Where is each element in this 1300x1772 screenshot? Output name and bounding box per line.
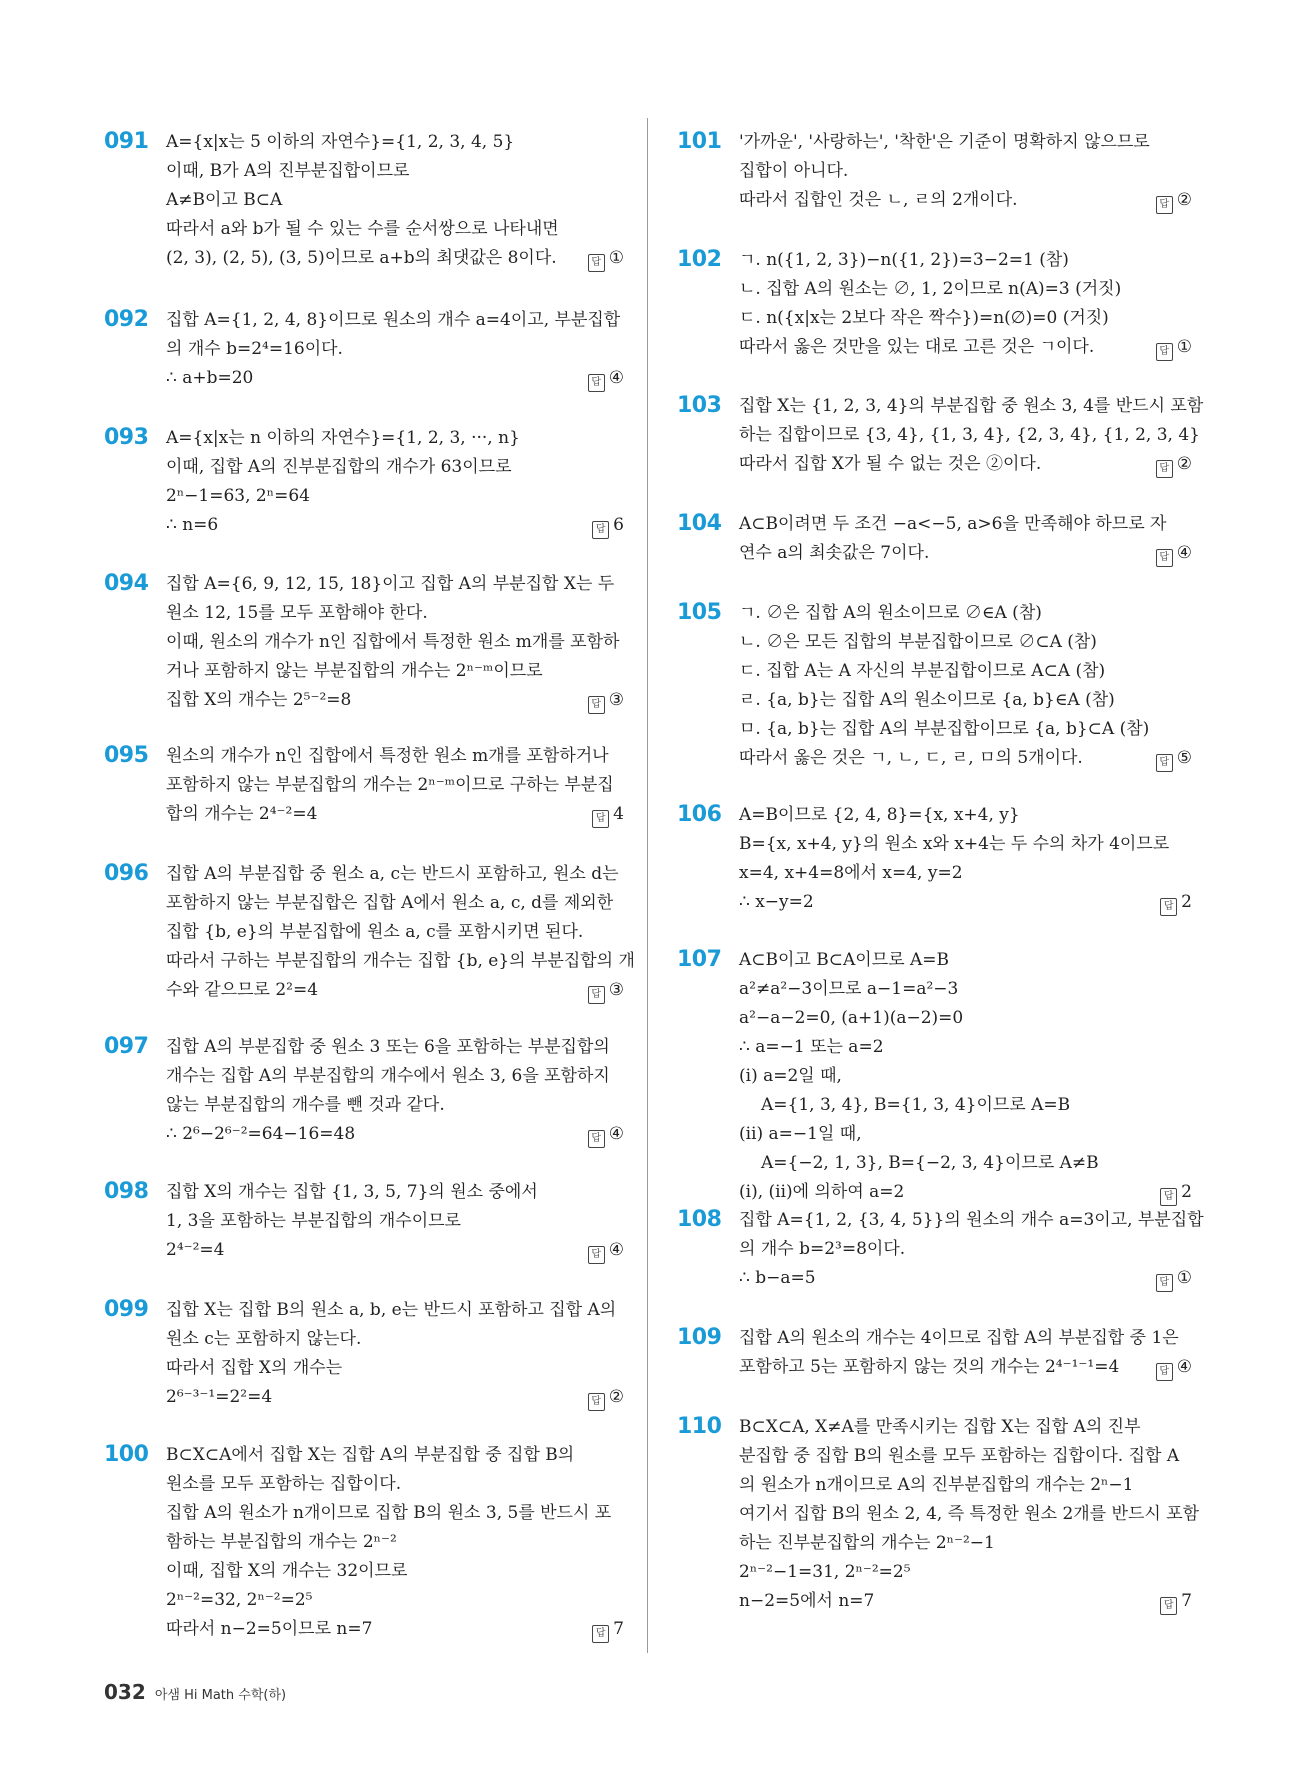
solution-line xyxy=(166,628,624,657)
solution-line xyxy=(739,1264,1192,1293)
line-text: 하는 진부분집합의 개수는 2ⁿ⁻²−1 xyxy=(739,1533,995,1553)
solution-line xyxy=(166,1354,624,1383)
answer xyxy=(1156,333,1192,362)
answer xyxy=(1156,450,1192,479)
page-footer xyxy=(104,1680,286,1704)
answer-mark-icon: 답 xyxy=(1156,1274,1173,1292)
line-text: ∴ b−a=5 xyxy=(739,1268,816,1288)
solution-line xyxy=(166,186,624,215)
solution-body xyxy=(166,128,624,273)
answer xyxy=(588,244,624,273)
solution-line xyxy=(166,570,624,599)
answer-value: ④ xyxy=(608,1240,624,1260)
answer-mark-icon: 답 xyxy=(1156,1363,1173,1381)
solution-line xyxy=(739,392,1204,421)
line-text: 따라서 옳은 것만을 있는 대로 고른 것은 ㄱ이다. xyxy=(739,337,1095,357)
line-text: A≠B이고 B⊂A xyxy=(166,190,283,210)
answer-mark-icon: 답 xyxy=(1160,1188,1177,1206)
answer xyxy=(1156,744,1192,773)
line-text: 원소 c는 포함하지 않는다. xyxy=(166,1329,362,1349)
line-text: ㄴ. 집합 A의 원소는 ∅, 1, 2이므로 n(A)=3 (거짓) xyxy=(739,279,1122,299)
answer xyxy=(588,686,624,715)
solution-line xyxy=(166,335,624,364)
answer-value: 2 xyxy=(1181,892,1192,912)
problem-number: 106 xyxy=(677,802,722,827)
solution-line xyxy=(166,128,624,157)
solution-line xyxy=(739,859,1192,888)
solution-line xyxy=(739,304,1192,333)
solution-line xyxy=(739,628,1192,657)
solution-line xyxy=(739,1413,1192,1442)
line-text: 의 원소가 n개이므로 A의 진부분집합의 개수는 2ⁿ−1 xyxy=(739,1475,1134,1495)
solution-line xyxy=(166,511,624,540)
line-text: 이때, 집합 A의 진부분집합의 개수가 63이므로 xyxy=(166,457,512,477)
problem-number: 105 xyxy=(677,600,722,625)
solution-line xyxy=(166,424,624,453)
solution-line xyxy=(166,1091,624,1120)
solution-line xyxy=(739,657,1192,686)
solution-line xyxy=(166,599,624,628)
answer-mark-icon: 답 xyxy=(588,254,605,272)
solution-line xyxy=(739,599,1192,628)
answer xyxy=(1156,1353,1192,1382)
line-text: 여기서 집합 B의 원소 2, 4, 즉 특정한 원소 2개를 반드시 포함 xyxy=(739,1504,1200,1524)
line-text: ㄷ. n({x|x는 2보다 작은 짝수})=n(∅)=0 (거짓) xyxy=(739,308,1109,328)
answer-mark-icon: 답 xyxy=(1156,460,1173,478)
line-text: 집합 X는 집합 B의 원소 a, b, e는 반드시 포함하고 집합 A의 xyxy=(166,1300,617,1320)
answer-mark-icon: 답 xyxy=(588,1393,605,1411)
line-text: 집합 X의 개수는 집합 {1, 3, 5, 7}의 원소 중에서 xyxy=(166,1182,538,1202)
solution-line xyxy=(739,1353,1192,1382)
solution-line xyxy=(739,157,1192,186)
solution-line xyxy=(166,947,635,976)
line-text: 집합 X의 개수는 2⁵⁻²=8 xyxy=(166,690,352,710)
line-text: 2⁶⁻³⁻¹=2²=4 xyxy=(166,1387,273,1407)
solution-line xyxy=(166,1470,624,1499)
solution-body xyxy=(739,946,1192,1207)
solution-line xyxy=(166,771,624,800)
line-text: 의 개수 b=2⁴=16이다. xyxy=(166,339,343,359)
solution-line xyxy=(739,888,1192,917)
solution-line xyxy=(739,1033,1192,1062)
answer-value: ④ xyxy=(1176,543,1192,563)
solution-line xyxy=(166,1207,624,1236)
solution-line xyxy=(166,157,624,186)
answer-mark-icon: 답 xyxy=(592,810,609,828)
solution-line xyxy=(166,1325,624,1354)
solution-line xyxy=(166,657,624,686)
answer xyxy=(1156,1264,1192,1293)
line-text: (ⅰ), (ⅱ)에 의하여 a=2 xyxy=(739,1182,905,1202)
solution-line xyxy=(166,1062,624,1091)
line-text: 따라서 집합 X의 개수는 xyxy=(166,1358,343,1378)
problem-number: 101 xyxy=(677,129,722,154)
line-text: A={x|x는 5 이하의 자연수}={1, 2, 3, 4, 5} xyxy=(166,132,515,152)
answer-value: ④ xyxy=(1176,1357,1192,1377)
solution-line xyxy=(166,1586,624,1615)
answer-value: ④ xyxy=(608,368,624,388)
answer-mark-icon: 답 xyxy=(1160,898,1177,916)
solution-line xyxy=(739,1235,1192,1264)
line-text: 이때, 원소의 개수가 n인 집합에서 특정한 원소 m개를 포함하 xyxy=(166,632,620,652)
line-text: 따라서 a와 b가 될 수 있는 수를 순서쌍으로 나타내면 xyxy=(166,219,559,239)
line-text: ∴ a+b=20 xyxy=(166,368,254,388)
solution-line xyxy=(739,1149,1192,1178)
solution-line xyxy=(166,244,624,273)
answer-value: ③ xyxy=(608,690,624,710)
answer-value: ② xyxy=(608,1387,624,1407)
solution-line xyxy=(739,686,1192,715)
solution-line xyxy=(739,1529,1192,1558)
line-text: A={1, 3, 4}, B={1, 3, 4}이므로 A=B xyxy=(761,1095,1071,1115)
problem-number: 097 xyxy=(104,1034,149,1059)
line-text: 집합 A의 부분집합 중 원소 3 또는 6을 포함하는 부분집합의 xyxy=(166,1037,610,1057)
solution-line xyxy=(166,918,624,947)
answer-value: ③ xyxy=(608,980,624,1000)
solution-line xyxy=(739,186,1192,215)
line-text: ∴ n=6 xyxy=(166,515,219,535)
line-text: A={x|x는 n 이하의 자연수}={1, 2, 3, ···, n} xyxy=(166,428,520,448)
solution-line xyxy=(739,1004,1192,1033)
problem-number: 107 xyxy=(677,947,722,972)
solution-body xyxy=(739,599,1192,773)
answer-value: 7 xyxy=(1181,1591,1192,1611)
line-text: 이때, B가 A의 진부분집합이므로 xyxy=(166,161,410,181)
answer-value: ① xyxy=(1176,1268,1192,1288)
answer xyxy=(588,1120,624,1149)
answer-value: 7 xyxy=(613,1619,624,1639)
problem-number: 103 xyxy=(677,393,722,418)
solution-body xyxy=(739,1206,1204,1293)
solution-line xyxy=(166,1528,624,1557)
solution-line xyxy=(739,1558,1192,1587)
answer-mark-icon: 답 xyxy=(588,1130,605,1148)
answer-mark-icon: 답 xyxy=(588,374,605,392)
line-text: a²−a−2=0, (a+1)(a−2)=0 xyxy=(739,1008,964,1028)
answer-value: ② xyxy=(1176,454,1192,474)
answer-mark-icon: 답 xyxy=(1160,1597,1177,1615)
line-text: A⊂B이려면 두 조건 −a<−5, a>6을 만족해야 하므로 자 xyxy=(739,514,1167,534)
answer-value: ④ xyxy=(608,1124,624,1144)
solution-body xyxy=(166,1296,624,1412)
line-text: ㄱ. n({1, 2, 3})−n({1, 2})=3−2=1 (참) xyxy=(739,250,1069,270)
solution-body xyxy=(166,1441,624,1644)
line-text: ㄱ. ∅은 집합 A의 원소이므로 ∅∈A (참) xyxy=(739,603,1042,623)
book-title: 아샘 Hi Math 수학(하) xyxy=(154,1688,287,1703)
solution-body xyxy=(166,1033,624,1149)
line-text: 집합 A의 원소가 n개이므로 집합 B의 원소 3, 5를 반드시 포 xyxy=(166,1503,612,1523)
solution-line xyxy=(739,421,1200,450)
answer-mark-icon: 답 xyxy=(588,1246,605,1264)
answer xyxy=(592,1615,624,1644)
answer-mark-icon: 답 xyxy=(1156,343,1173,361)
line-text: '가까운', '사랑하는', '착한'은 기준이 명확하지 않으므로 xyxy=(739,132,1150,152)
line-text: ∴ a=−1 또는 a=2 xyxy=(739,1037,884,1057)
solution-line xyxy=(739,1091,1192,1120)
solution-line xyxy=(739,450,1192,479)
problem-number: 099 xyxy=(104,1297,149,1322)
solution-body xyxy=(166,742,624,829)
line-text: 함하는 부분집합의 개수는 2ⁿ⁻² xyxy=(166,1532,397,1552)
solution-line xyxy=(166,1557,624,1586)
page-number: 032 xyxy=(104,1680,146,1704)
solution-line xyxy=(166,742,624,771)
line-text: 따라서 구하는 부분집합의 개수는 집합 {b, e}의 부분집합의 개 xyxy=(166,951,635,971)
solution-line xyxy=(166,1383,624,1412)
line-text: ㄴ. ∅은 모든 집합의 부분집합이므로 ∅⊂A (참) xyxy=(739,632,1097,652)
line-text: 포함하고 5는 포함하지 않는 것의 개수는 2⁴⁻¹⁻¹=4 xyxy=(739,1357,1120,1377)
solution-line xyxy=(739,1206,1204,1235)
solution-line xyxy=(739,1587,1192,1616)
line-text: 포함하지 않는 부분집합은 집합 A에서 원소 a, c, d를 제외한 xyxy=(166,893,614,913)
line-text: 하는 집합이므로 {3, 4}, {1, 3, 4}, {2, 3, 4}, {1, 2, 3, 4} xyxy=(739,425,1200,445)
line-text: 집합 X는 {1, 2, 3, 4}의 부분집합 중 원소 3, 4를 반드시 포함 xyxy=(739,396,1204,416)
line-text: ㄹ. {a, b}는 집합 A의 원소이므로 {a, b}∈A (참) xyxy=(739,690,1115,710)
solution-line xyxy=(166,1441,624,1470)
line-text: A={−2, 1, 3}, B={−2, 3, 4}이므로 A≠B xyxy=(761,1153,1099,1173)
solution-line xyxy=(739,830,1192,859)
problem-number: 093 xyxy=(104,425,149,450)
line-text: ∴ x−y=2 xyxy=(739,892,814,912)
answer-value: 2 xyxy=(1181,1182,1192,1202)
line-text: 따라서 집합 X가 될 수 없는 것은 ②이다. xyxy=(739,454,1042,474)
line-text: ㄷ. 집합 A는 A 자신의 부분집합이므로 A⊂A (참) xyxy=(739,661,1106,681)
problem-number: 108 xyxy=(677,1207,722,1232)
answer-mark-icon: 답 xyxy=(588,696,605,714)
solution-line xyxy=(739,1120,1192,1149)
line-text: 따라서 집합인 것은 ㄴ, ㄹ의 2개이다. xyxy=(739,190,1018,210)
answer-mark-icon: 답 xyxy=(592,1625,609,1643)
line-text: 포함하지 않는 부분집합의 개수는 2ⁿ⁻ᵐ이므로 구하는 부분집 xyxy=(166,775,614,795)
line-text: 집합이 아니다. xyxy=(739,161,849,181)
line-text: 합의 개수는 2⁴⁻²=4 xyxy=(166,804,318,824)
solution-line xyxy=(739,246,1192,275)
solution-line xyxy=(739,275,1192,304)
problem-number: 102 xyxy=(677,247,722,272)
line-text: 원소 12, 15를 모두 포함해야 한다. xyxy=(166,603,428,623)
problem-number: 109 xyxy=(677,1325,722,1350)
answer-value: ① xyxy=(608,248,624,268)
solution-line xyxy=(739,539,1192,568)
line-text: 분집합 중 집합 B의 원소를 모두 포함하는 집합이다. 집합 A xyxy=(739,1446,1180,1466)
solution-line xyxy=(166,1120,624,1149)
solution-line xyxy=(739,510,1192,539)
solution-line xyxy=(739,1442,1192,1471)
line-text: 이때, 집합 X의 개수는 32이므로 xyxy=(166,1561,408,1581)
solution-body xyxy=(739,128,1192,215)
answer xyxy=(592,800,624,829)
line-text: B⊂X⊂A에서 집합 X는 집합 A의 부분집합 중 집합 B의 xyxy=(166,1445,575,1465)
solution-line xyxy=(166,1178,624,1207)
solution-line xyxy=(739,801,1192,830)
line-text: 원소를 모두 포함하는 집합이다. xyxy=(166,1474,402,1494)
problem-number: 100 xyxy=(104,1442,149,1467)
solution-line xyxy=(166,800,624,829)
answer xyxy=(592,511,624,540)
answer xyxy=(1160,1587,1192,1616)
solution-body xyxy=(739,392,1204,479)
line-text: 집합 A={1, 2, {3, 4, 5}}의 원소의 개수 a=3이고, 부분집합 xyxy=(739,1210,1204,1230)
answer xyxy=(1156,539,1192,568)
line-text: A=B이므로 {2, 4, 8}={x, x+4, y} xyxy=(739,805,1020,825)
solution-line xyxy=(166,686,624,715)
problem-number: 091 xyxy=(104,129,149,154)
solution-line xyxy=(739,715,1192,744)
solution-line xyxy=(166,1296,624,1325)
answer xyxy=(588,1236,624,1265)
solution-line xyxy=(166,889,624,918)
answer-value: ⑤ xyxy=(1176,748,1192,768)
solution-line xyxy=(166,364,624,393)
line-text: 1, 3을 포함하는 부분집합의 개수이므로 xyxy=(166,1211,461,1231)
line-text: B⊂X⊂A, X≠A를 만족시키는 집합 X는 집합 A의 진부 xyxy=(739,1417,1141,1437)
problem-number: 110 xyxy=(677,1414,722,1439)
problem-number: 094 xyxy=(104,571,149,596)
problem-number: 104 xyxy=(677,511,722,536)
answer-mark-icon: 답 xyxy=(1156,196,1173,214)
solution-body xyxy=(166,424,624,540)
line-text: 집합 A={1, 2, 4, 8}이므로 원소의 개수 a=4이고, 부분집합 xyxy=(166,310,621,330)
solution-line xyxy=(166,1236,624,1265)
line-text: n−2=5에서 n=7 xyxy=(739,1591,875,1611)
line-text: (ⅰ) a=2일 때, xyxy=(739,1066,842,1086)
line-text: 2ⁿ⁻²=32, 2ⁿ⁻²=2⁵ xyxy=(166,1590,313,1610)
solution-body xyxy=(166,306,624,393)
answer-value: 6 xyxy=(613,515,624,535)
answer-value: 4 xyxy=(613,804,624,824)
solution-body xyxy=(739,510,1192,568)
answer-value: ① xyxy=(1176,337,1192,357)
answer-mark-icon: 답 xyxy=(588,986,605,1004)
solution-body xyxy=(739,1413,1200,1616)
solution-line xyxy=(166,1033,624,1062)
solution-line xyxy=(166,860,624,889)
solution-line xyxy=(739,1500,1200,1529)
column-divider xyxy=(647,118,648,1653)
line-text: 따라서 옳은 것은 ㄱ, ㄴ, ㄷ, ㄹ, ㅁ의 5개이다. xyxy=(739,748,1083,768)
solution-line xyxy=(739,1471,1192,1500)
solution-line xyxy=(166,482,624,511)
solution-body xyxy=(739,1324,1192,1382)
line-text: x=4, x+4=8에서 x=4, y=2 xyxy=(739,863,963,883)
answer-mark-icon: 답 xyxy=(1156,754,1173,772)
line-text: 2⁴⁻²=4 xyxy=(166,1240,225,1260)
problem-number: 096 xyxy=(104,861,149,886)
line-text: 의 개수 b=2³=8이다. xyxy=(739,1239,906,1259)
solution-line xyxy=(739,333,1192,362)
solution-line xyxy=(166,976,624,1005)
line-text: B={x, x+4, y}의 원소 x와 x+4는 두 수의 차가 4이므로 xyxy=(739,834,1170,854)
line-text: 집합 A의 원소의 개수는 4이므로 집합 A의 부분집합 중 1은 xyxy=(739,1328,1179,1348)
line-text: ㅁ. {a, b}는 집합 A의 부분집합이므로 {a, b}⊂A (참) xyxy=(739,719,1150,739)
line-text: 따라서 n−2=5이므로 n=7 xyxy=(166,1619,373,1639)
solution-line xyxy=(166,1615,624,1644)
problem-number: 092 xyxy=(104,307,149,332)
problem-number: 098 xyxy=(104,1179,149,1204)
line-text: A⊂B이고 B⊂A이므로 A=B xyxy=(739,950,949,970)
solution-line xyxy=(166,1499,624,1528)
line-text: 집합 A={6, 9, 12, 15, 18}이고 집합 A의 부분집합 X는 두 xyxy=(166,574,615,594)
solution-line xyxy=(739,128,1192,157)
line-text: 거나 포함하지 않는 부분집합의 개수는 2ⁿ⁻ᵐ이므로 xyxy=(166,661,543,681)
solution-line xyxy=(739,744,1192,773)
solution-line xyxy=(739,1178,1192,1207)
line-text: 2ⁿ−1=63, 2ⁿ=64 xyxy=(166,486,310,506)
solution-line xyxy=(166,215,624,244)
answer-value: ② xyxy=(1176,190,1192,210)
solution-line xyxy=(739,1324,1192,1353)
answer xyxy=(588,1383,624,1412)
line-text: 2ⁿ⁻²−1=31, 2ⁿ⁻²=2⁵ xyxy=(739,1562,911,1582)
answer xyxy=(588,976,624,1005)
line-text: (ⅱ) a=−1일 때, xyxy=(739,1124,862,1144)
solution-body xyxy=(739,246,1192,362)
line-text: 않는 부분집합의 개수를 뺀 것과 같다. xyxy=(166,1095,445,1115)
answer-mark-icon: 답 xyxy=(592,521,609,539)
solution-body xyxy=(739,801,1192,917)
solution-body xyxy=(166,570,624,715)
problem-number: 095 xyxy=(104,743,149,768)
answer xyxy=(1156,186,1192,215)
solution-line xyxy=(739,946,1192,975)
line-text: (2, 3), (2, 5), (3, 5)이므로 a+b의 최댓값은 8이다. xyxy=(166,248,557,268)
line-text: 집합 A의 부분집합 중 원소 a, c는 반드시 포함하고, 원소 d는 xyxy=(166,864,619,884)
line-text: 집합 {b, e}의 부분집합에 원소 a, c를 포함시키면 된다. xyxy=(166,922,584,942)
solution-line xyxy=(739,1062,1192,1091)
line-text: a²≠a²−3이므로 a−1=a²−3 xyxy=(739,979,959,999)
line-text: 원소의 개수가 n인 집합에서 특정한 원소 m개를 포함하거나 xyxy=(166,746,609,766)
answer xyxy=(588,364,624,393)
answer xyxy=(1160,888,1192,917)
line-text: 연수 a의 최솟값은 7이다. xyxy=(739,543,930,563)
solution-line xyxy=(166,453,624,482)
answer xyxy=(1160,1178,1192,1207)
line-text: 개수는 집합 A의 부분집합의 개수에서 원소 3, 6을 포함하지 xyxy=(166,1066,610,1086)
line-text: 수와 같으므로 2²=4 xyxy=(166,980,319,1000)
solution-line xyxy=(166,306,624,335)
solution-body xyxy=(166,1178,624,1265)
solution-body xyxy=(166,860,635,1005)
solution-line xyxy=(739,975,1192,1004)
line-text: ∴ 2⁶−2⁶⁻²=64−16=48 xyxy=(166,1124,356,1144)
answer-mark-icon: 답 xyxy=(1156,549,1173,567)
